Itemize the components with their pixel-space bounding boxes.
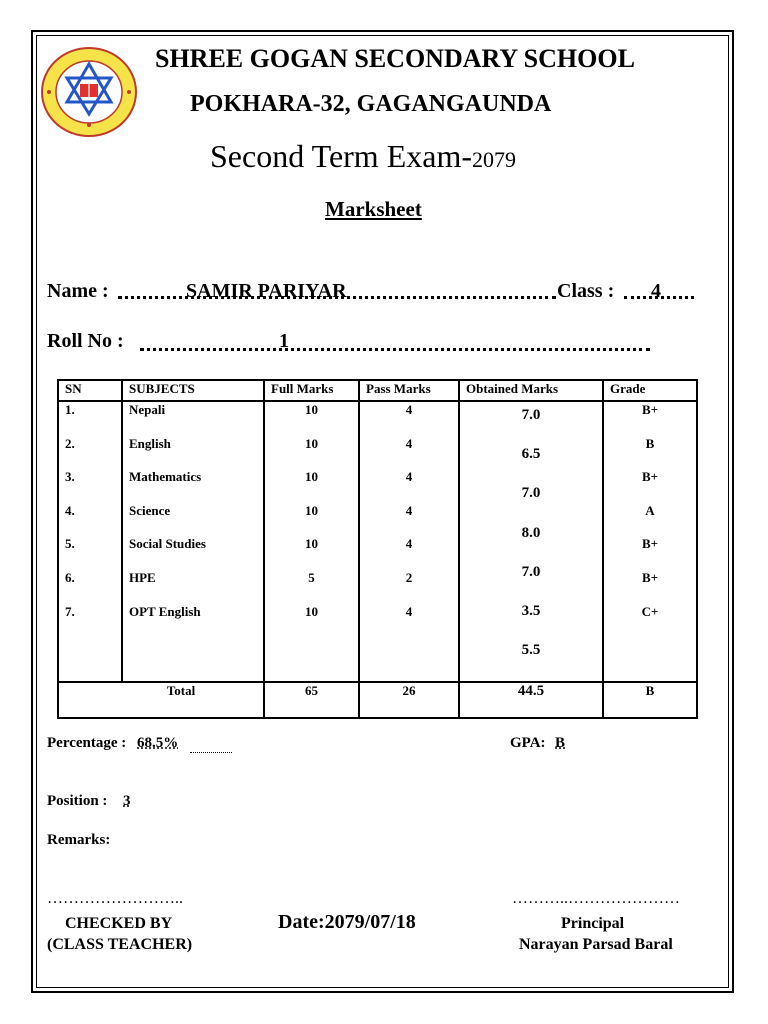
obtained-marks-cell: 7.0 (521, 407, 541, 423)
pass-marks-cell: 4 (405, 402, 413, 417)
subject-cell: Nepali (129, 402, 166, 417)
percentage-value: 68.5% (137, 735, 179, 751)
class-teacher-label: (CLASS TEACHER) (47, 936, 193, 953)
sn-cell: 3. (65, 469, 75, 485)
total-pass-marks: 26 (359, 682, 459, 718)
teacher-signature-line: …………………….. (47, 890, 183, 907)
exam-title-text: Second Term Exam- (210, 138, 472, 174)
marksheet-title: Marksheet (325, 197, 422, 221)
pass-marks-cell: 4 (405, 435, 413, 451)
subjects-column (122, 401, 264, 682)
marks-table (57, 379, 698, 719)
full-marks-cell: 10 (305, 603, 318, 619)
gpa-value: B (555, 735, 566, 751)
percentage-dotted-line (190, 752, 232, 753)
student-name: SAMIR PARIYAR (186, 280, 347, 302)
pass-marks-cell: 2 (405, 569, 413, 585)
remarks-label: Remarks: (47, 832, 111, 848)
header-full-marks: Full Marks (264, 380, 359, 401)
pass-marks-column (359, 401, 459, 682)
subject-cell: HPE (129, 569, 156, 585)
class-label: Class : (557, 280, 615, 302)
full-marks-cell: 10 (305, 536, 318, 552)
student-class: 4 (651, 280, 661, 302)
header-pass-marks: Pass Marks (359, 380, 459, 401)
total-grade: B (603, 682, 697, 718)
full-marks-cell: 5 (308, 569, 315, 585)
obtained-marks-cell: 6.5 (521, 446, 541, 463)
table-header-row (58, 380, 697, 401)
sn-cell: 6. (65, 569, 75, 585)
grade-column (603, 401, 697, 682)
principal-label: Principal (561, 915, 625, 932)
roll-dotted-line (140, 348, 650, 351)
principal-name: Narayan Parsad Baral (519, 936, 673, 953)
grade-cell: B+ (641, 402, 659, 417)
subject-cell: Social Studies (129, 536, 206, 552)
grade-cell: C+ (641, 603, 659, 619)
school-logo-icon (40, 46, 138, 138)
exam-date: Date:2079/07/18 (278, 911, 416, 933)
full-marks-column (264, 401, 359, 682)
position-label: Position : (47, 793, 108, 809)
subject-cell: Science (129, 502, 171, 518)
table-body-row (58, 401, 697, 682)
header-grade: Grade (603, 380, 697, 401)
obtained-marks-cell: 7.0 (521, 485, 541, 502)
obtained-marks-cell: 3.5 (521, 602, 541, 619)
pass-marks-cell: 4 (405, 603, 413, 619)
sn-cell: 4. (65, 502, 75, 518)
gpa-label: GPA: (510, 735, 546, 751)
sn-cell: 1. (65, 402, 75, 417)
obtained-marks-column (459, 401, 603, 682)
roll-label: Roll No : (47, 330, 124, 352)
principal-signature-line: ………..………………… (512, 890, 680, 907)
full-marks-cell: 10 (305, 502, 318, 518)
subject-cell: Mathematics (129, 469, 202, 485)
total-obtained-marks: 44.5 (459, 682, 603, 718)
obtained-marks-cell: 5.5 (521, 642, 541, 659)
total-label: Total (58, 682, 264, 718)
obtained-marks-cell: 8.0 (521, 524, 541, 541)
grade-cell: B+ (641, 569, 659, 585)
checked-by-label: CHECKED BY (65, 915, 173, 932)
sn-cell: 2. (65, 435, 75, 451)
header-subjects: SUBJECTS (122, 380, 264, 401)
sn-column (58, 401, 122, 682)
grade-cell: A (645, 502, 655, 518)
roll-number: 1 (279, 330, 289, 352)
name-label: Name : (47, 280, 109, 302)
pass-marks-cell: 4 (405, 536, 413, 552)
school-name: SHREE GOGAN SECONDARY SCHOOL (155, 44, 635, 73)
pass-marks-cell: 4 (405, 502, 413, 518)
sn-cell: 5. (65, 536, 75, 552)
grade-cell: B+ (641, 469, 659, 485)
school-address: POKHARA-32, GAGANGAUNDA (190, 91, 552, 117)
percentage-label: Percentage : (47, 735, 127, 751)
full-marks-cell: 10 (305, 435, 318, 451)
subject-cell: English (129, 435, 171, 451)
table-total-row (58, 682, 697, 718)
grade-cell: B+ (641, 536, 659, 552)
subject-cell: OPT English (129, 603, 201, 619)
sn-cell: 7. (65, 603, 75, 619)
full-marks-cell: 10 (305, 402, 318, 417)
full-marks-cell: 10 (305, 469, 318, 485)
header-sn: SN (58, 380, 122, 401)
header-obtained-marks: Obtained Marks (459, 380, 603, 401)
obtained-marks-cell: 7.0 (521, 563, 541, 580)
exam-title (210, 138, 516, 175)
pass-marks-cell: 4 (405, 469, 413, 485)
position-value: 3 (123, 793, 131, 809)
exam-year: 2079 (471, 147, 516, 172)
total-full-marks: 65 (264, 682, 359, 718)
grade-cell: B (645, 435, 655, 451)
